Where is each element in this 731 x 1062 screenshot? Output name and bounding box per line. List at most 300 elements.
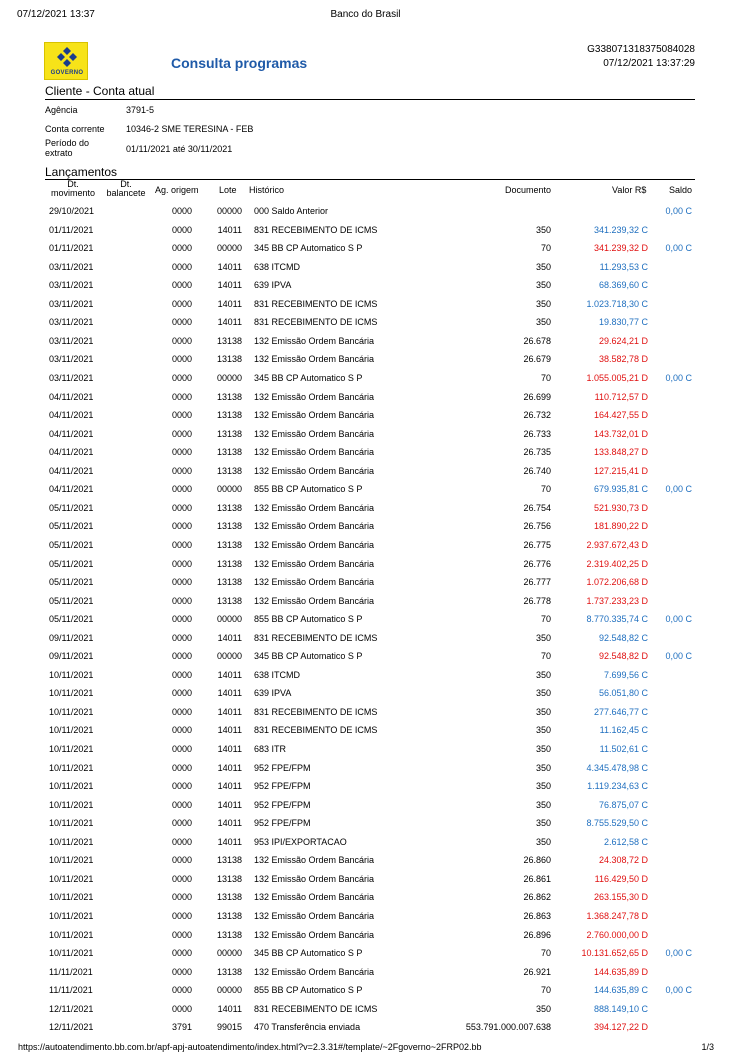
row-ag-origem: 0000 — [171, 873, 192, 884]
row-date: 10/11/2021 — [49, 910, 94, 921]
table-row — [0, 926, 731, 944]
lancamentos-section-title: Lançamentos — [45, 165, 118, 179]
row-documento: 70 — [540, 243, 551, 254]
row-ag-origem: 0000 — [171, 335, 192, 346]
document-datetime: 07/12/2021 13:37:29 — [603, 58, 695, 69]
row-documento: 70 — [540, 985, 551, 996]
row-lote: 14011 — [217, 799, 242, 810]
row-historico: 132 Emissão Ordem Bancária — [254, 966, 375, 977]
row-ag-origem: 0000 — [171, 373, 192, 383]
row-documento: 350 — [535, 224, 551, 235]
row-documento: 350 — [535, 744, 551, 754]
row-lote: 14011 — [217, 632, 242, 643]
row-ag-origem: 3791 — [171, 1022, 192, 1033]
row-historico: 132 Emissão Ordem Bancária — [254, 855, 375, 866]
row-date: 10/11/2021 — [49, 706, 94, 717]
row-valor: 181.890,22 D — [593, 521, 648, 532]
row-documento: 26.699 — [523, 391, 551, 402]
row-historico: 952 FPE/FPM — [254, 799, 311, 810]
row-date: 05/11/2021 — [49, 539, 94, 550]
row-documento: 26.776 — [523, 558, 551, 569]
row-date: 03/11/2021 — [49, 261, 94, 272]
row-documento: 26.777 — [523, 577, 551, 587]
table-row — [0, 1000, 731, 1018]
row-ag-origem: 0000 — [171, 836, 192, 847]
row-documento: 350 — [535, 706, 551, 717]
row-ag-origem: 0000 — [171, 391, 192, 402]
row-lote: 14011 — [217, 744, 242, 754]
print-datetime: 07/12/2021 13:37 — [17, 9, 95, 20]
table-row — [0, 258, 731, 276]
row-historico: 855 BB CP Automatico S P — [254, 985, 363, 996]
row-date: 03/11/2021 — [49, 354, 94, 365]
row-date: 11/11/2021 — [49, 966, 93, 977]
row-valor: 277.646,77 C — [593, 706, 648, 717]
row-ag-origem: 0000 — [171, 892, 192, 903]
table-row — [0, 777, 731, 795]
table-row — [0, 443, 731, 461]
row-date: 05/11/2021 — [49, 521, 94, 532]
row-saldo: 0,00 C — [665, 614, 692, 625]
row-documento: 350 — [535, 762, 551, 773]
row-ag-origem: 0000 — [171, 558, 192, 569]
row-documento: 70 — [540, 373, 551, 383]
table-row — [0, 851, 731, 869]
table-row — [0, 610, 731, 628]
row-lote: 13138 — [216, 354, 242, 365]
row-date: 12/11/2021 — [49, 1003, 94, 1014]
row-lote: 13138 — [216, 558, 242, 569]
row-valor: 92.548,82 D — [598, 651, 648, 662]
row-date: 10/11/2021 — [49, 836, 94, 847]
row-documento: 350 — [535, 317, 551, 328]
row-date: 04/11/2021 — [49, 484, 94, 495]
table-row — [0, 684, 731, 702]
row-ag-origem: 0000 — [171, 206, 192, 216]
row-documento: 26.861 — [523, 873, 551, 884]
row-valor: 8.770.335,74 C — [586, 614, 648, 625]
row-ag-origem: 0000 — [171, 465, 192, 476]
row-documento: 350 — [535, 669, 551, 680]
row-historico: 855 BB CP Automatico S P — [254, 614, 363, 625]
row-date: 03/11/2021 — [49, 373, 94, 383]
table-row — [0, 944, 731, 962]
table-row — [0, 480, 731, 498]
row-historico: 831 RECEBIMENTO DE ICMS — [254, 317, 378, 328]
row-date: 04/11/2021 — [49, 447, 94, 458]
row-lote: 99015 — [216, 1022, 242, 1033]
row-historico: 132 Emissão Ordem Bancária — [254, 335, 375, 346]
row-documento: 553.791.000.007.638 — [465, 1022, 551, 1033]
row-lote: 13138 — [216, 892, 242, 903]
row-documento: 350 — [535, 836, 551, 847]
table-row — [0, 703, 731, 721]
row-date: 10/11/2021 — [49, 873, 94, 884]
row-historico: 132 Emissão Ordem Bancária — [254, 391, 375, 402]
row-lote: 14011 — [217, 261, 242, 272]
table-row — [0, 629, 731, 647]
row-valor: 2.612,58 C — [603, 836, 648, 847]
row-historico: 953 IPI/EXPORTACAO — [254, 836, 347, 847]
table-row — [0, 462, 731, 480]
row-date: 05/11/2021 — [49, 577, 94, 587]
row-valor: 76.875,07 C — [598, 799, 648, 810]
row-valor: 11.293,53 C — [599, 261, 648, 272]
row-valor: 341.239,32 C — [593, 224, 648, 235]
row-documento: 26.732 — [523, 410, 551, 421]
table-row — [0, 517, 731, 535]
row-documento: 350 — [535, 280, 551, 291]
row-documento: 26.896 — [523, 929, 551, 940]
row-documento: 26.733 — [523, 428, 551, 439]
row-lote: 14011 — [217, 298, 242, 309]
row-historico: 639 IPVA — [254, 688, 292, 699]
row-lote: 13138 — [216, 428, 242, 439]
row-saldo: 0,00 C — [665, 484, 692, 495]
row-ag-origem: 0000 — [171, 1003, 192, 1014]
table-row — [0, 499, 731, 517]
row-valor: 521.930,73 D — [593, 502, 648, 513]
row-valor: 341.239,32 D — [593, 243, 648, 254]
row-documento: 26.778 — [523, 595, 551, 606]
row-valor: 92.548,82 C — [598, 632, 648, 643]
conta-value: 10346-2 SME TERESINA - FEB — [126, 124, 254, 134]
row-documento: 26.735 — [523, 447, 551, 458]
row-historico: 345 BB CP Automatico S P — [254, 948, 363, 958]
row-ag-origem: 0000 — [171, 539, 192, 550]
row-documento: 26.775 — [523, 539, 551, 550]
row-historico: 132 Emissão Ordem Bancária — [254, 447, 375, 458]
row-valor: 164.427,55 D — [593, 410, 648, 421]
row-date: 10/11/2021 — [49, 948, 94, 958]
table-row — [0, 833, 731, 851]
row-historico: 831 RECEBIMENTO DE ICMS — [254, 1003, 378, 1014]
row-lote: 13138 — [216, 929, 242, 940]
table-row — [0, 814, 731, 832]
row-historico: 132 Emissão Ordem Bancária — [254, 873, 375, 884]
row-date: 03/11/2021 — [49, 280, 94, 291]
row-ag-origem: 0000 — [171, 669, 192, 680]
row-documento: 350 — [535, 688, 551, 699]
row-date: 10/11/2021 — [49, 669, 94, 680]
table-row — [0, 592, 731, 610]
row-saldo: 0,00 C — [665, 243, 692, 254]
row-documento: 350 — [535, 632, 551, 643]
row-ag-origem: 0000 — [171, 280, 192, 291]
row-documento: 26.863 — [523, 910, 551, 921]
conta-label: Conta corrente — [45, 124, 105, 134]
row-valor: 2.760.000,00 D — [586, 929, 648, 940]
row-historico: 638 ITCMD — [254, 261, 301, 272]
row-lote: 13138 — [216, 595, 242, 606]
row-valor: 2.319.402,25 D — [586, 558, 648, 569]
table-header — [0, 180, 731, 202]
row-ag-origem: 0000 — [171, 614, 192, 625]
row-date: 03/11/2021 — [49, 335, 94, 346]
table-row — [0, 536, 731, 554]
row-lote: 13138 — [216, 410, 242, 421]
table-row — [0, 573, 731, 591]
row-historico: 345 BB CP Automatico S P — [254, 373, 363, 383]
row-historico: 000 Saldo Anterior — [254, 206, 329, 216]
table-row — [0, 888, 731, 906]
table-row — [0, 221, 731, 239]
row-ag-origem: 0000 — [171, 929, 192, 940]
row-historico: 831 RECEBIMENTO DE ICMS — [254, 298, 378, 309]
row-documento: 350 — [535, 799, 551, 810]
row-documento: 26.756 — [523, 521, 551, 532]
row-historico: 855 BB CP Automatico S P — [254, 484, 363, 495]
row-lote: 00000 — [216, 948, 242, 958]
row-ag-origem: 0000 — [171, 447, 192, 458]
table-row — [0, 721, 731, 739]
row-ag-origem: 0000 — [171, 428, 192, 439]
row-historico: 132 Emissão Ordem Bancária — [254, 595, 375, 606]
row-ag-origem: 0000 — [171, 298, 192, 309]
row-lote: 13138 — [216, 910, 242, 921]
row-saldo: 0,00 C — [665, 373, 692, 383]
row-date: 04/11/2021 — [49, 428, 94, 439]
row-valor: 11.162,45 C — [599, 725, 648, 736]
row-historico: 132 Emissão Ordem Bancária — [254, 521, 375, 532]
row-date: 10/11/2021 — [49, 818, 94, 829]
row-date: 04/11/2021 — [49, 465, 94, 476]
row-valor: 1.072.206,68 D — [586, 577, 648, 587]
row-lote: 14011 — [217, 317, 242, 328]
row-valor: 56.051,80 C — [598, 688, 648, 699]
row-valor: 133.848,27 D — [593, 447, 648, 458]
row-documento: 350 — [535, 261, 551, 272]
table-row — [0, 555, 731, 573]
document-id: G338071318375084028 — [587, 44, 695, 55]
header-dt-movimento: Dt. movimento — [50, 179, 95, 198]
row-documento: 26.740 — [523, 465, 551, 476]
page-title: Consulta programas — [171, 55, 308, 71]
row-ag-origem: 0000 — [171, 354, 192, 365]
row-ag-origem: 0000 — [171, 484, 192, 495]
row-lote: 13138 — [216, 855, 242, 866]
row-documento: 70 — [540, 614, 551, 625]
row-lote: 14011 — [217, 669, 242, 680]
row-historico: 831 RECEBIMENTO DE ICMS — [254, 632, 378, 643]
row-date: 09/11/2021 — [49, 651, 94, 662]
row-valor: 144.635,89 C — [593, 985, 648, 996]
header-saldo: Saldo — [669, 185, 693, 195]
header-ag-origem: Ag. origem — [155, 185, 199, 195]
row-valor: 2.937.672,43 D — [586, 539, 648, 550]
row-valor: 24.308,72 D — [598, 855, 648, 866]
agencia-label: Agência — [45, 105, 78, 115]
table-row — [0, 350, 731, 368]
row-documento: 70 — [540, 948, 551, 958]
row-historico: 132 Emissão Ordem Bancária — [254, 892, 375, 903]
row-historico: 132 Emissão Ordem Bancária — [254, 558, 375, 569]
row-documento: 26.860 — [523, 855, 551, 866]
row-lote: 13138 — [216, 502, 242, 513]
row-ag-origem: 0000 — [171, 595, 192, 606]
bb-mark-icon — [57, 47, 77, 67]
row-date: 04/11/2021 — [49, 391, 94, 402]
row-historico: 132 Emissão Ordem Bancária — [254, 502, 375, 513]
table-row — [0, 963, 731, 981]
row-lote: 13138 — [216, 465, 242, 476]
logo-text: GOVERNO — [50, 70, 84, 76]
table-row — [0, 388, 731, 406]
page-url: https://autoatendimento.bb.com.br/apf-apj-autoatendimento/index.html?v=2.3.31#/template/~2Fgoverno~2FRP02.bb — [18, 1042, 482, 1052]
row-ag-origem: 0000 — [171, 744, 192, 754]
row-valor: 394.127,22 D — [593, 1022, 648, 1033]
row-valor: 127.215,41 D — [593, 465, 648, 476]
row-lote: 13138 — [216, 873, 242, 884]
row-ag-origem: 0000 — [171, 651, 192, 662]
row-lote: 14011 — [217, 762, 242, 773]
row-documento: 26.862 — [523, 892, 551, 903]
row-valor: 263.155,30 D — [593, 892, 648, 903]
row-valor: 110.712,57 D — [594, 391, 648, 402]
row-ag-origem: 0000 — [171, 317, 192, 328]
row-ag-origem: 0000 — [171, 985, 192, 996]
row-ag-origem: 0000 — [171, 243, 192, 254]
row-valor: 11.502,61 C — [599, 744, 648, 754]
row-ag-origem: 0000 — [171, 502, 192, 513]
row-date: 09/11/2021 — [49, 632, 94, 643]
row-historico: 831 RECEBIMENTO DE ICMS — [254, 224, 378, 235]
row-valor: 1.737.233,23 D — [586, 595, 648, 606]
row-lote: 13138 — [216, 391, 242, 402]
row-historico: 952 FPE/FPM — [254, 818, 311, 829]
row-valor: 38.582,78 D — [598, 354, 648, 365]
table-row — [0, 870, 731, 888]
row-ag-origem: 0000 — [171, 966, 192, 977]
row-historico: 952 FPE/FPM — [254, 762, 311, 773]
table-row — [0, 647, 731, 665]
row-valor: 7.699,56 C — [603, 669, 648, 680]
table-row — [0, 332, 731, 350]
row-valor: 29.624,21 D — [598, 335, 648, 346]
row-ag-origem: 0000 — [171, 224, 192, 235]
row-valor: 68.369,60 C — [598, 280, 648, 291]
row-documento: 350 — [535, 298, 551, 309]
row-date: 01/11/2021 — [49, 224, 94, 235]
row-lote: 13138 — [216, 539, 242, 550]
row-valor: 888.149,10 C — [593, 1003, 648, 1014]
table-row — [0, 907, 731, 925]
row-valor: 1.023.718,30 C — [586, 298, 648, 309]
row-ag-origem: 0000 — [171, 577, 192, 587]
row-saldo: 0,00 C — [665, 651, 692, 662]
table-row — [0, 239, 731, 257]
row-valor: 1.119.234,63 C — [587, 781, 648, 792]
row-lote: 00000 — [216, 614, 242, 625]
row-lote: 14011 — [217, 836, 242, 847]
row-ag-origem: 0000 — [171, 706, 192, 717]
row-date: 03/11/2021 — [49, 298, 94, 309]
table-row — [0, 666, 731, 684]
row-historico: 639 IPVA — [254, 280, 292, 291]
row-documento: 350 — [535, 818, 551, 829]
table-row — [0, 759, 731, 777]
row-ag-origem: 0000 — [171, 855, 192, 866]
row-historico: 638 ITCMD — [254, 669, 301, 680]
row-date: 10/11/2021 — [49, 855, 94, 866]
row-valor: 1.368.247,78 D — [586, 910, 648, 921]
row-lote: 14011 — [217, 781, 242, 792]
row-lote: 13138 — [216, 447, 242, 458]
row-historico: 132 Emissão Ordem Bancária — [254, 929, 375, 940]
table-row — [0, 202, 731, 220]
row-valor: 10.131.652,65 D — [581, 948, 648, 958]
row-historico: 132 Emissão Ordem Bancária — [254, 910, 375, 921]
row-historico: 132 Emissão Ordem Bancária — [254, 354, 375, 365]
header-lote: Lote — [219, 185, 237, 195]
row-saldo: 0,00 C — [665, 948, 692, 958]
header-documento: Documento — [505, 185, 552, 195]
row-date: 01/11/2021 — [49, 243, 94, 254]
client-divider — [45, 99, 695, 100]
row-ag-origem: 0000 — [171, 799, 192, 810]
header-valor: Valor R$ — [612, 185, 647, 195]
row-ag-origem: 0000 — [171, 762, 192, 773]
row-historico: 132 Emissão Ordem Bancária — [254, 577, 375, 587]
row-date: 10/11/2021 — [49, 725, 94, 736]
row-date: 10/11/2021 — [49, 744, 94, 754]
row-documento: 350 — [535, 725, 551, 736]
row-date: 11/11/2021 — [49, 985, 93, 996]
row-date: 05/11/2021 — [49, 614, 94, 625]
row-lote: 00000 — [216, 243, 242, 254]
row-ag-origem: 0000 — [171, 521, 192, 532]
row-lote: 00000 — [216, 373, 242, 383]
row-historico: 683 ITR — [254, 744, 287, 754]
row-lote: 00000 — [216, 651, 242, 662]
table-row — [0, 796, 731, 814]
header-historico: Histórico — [249, 185, 285, 195]
row-lote: 14011 — [217, 280, 242, 291]
row-date: 29/10/2021 — [49, 206, 95, 216]
row-lote: 14011 — [217, 706, 242, 717]
row-ag-origem: 0000 — [171, 781, 192, 792]
row-date: 10/11/2021 — [49, 799, 94, 810]
row-historico: 345 BB CP Automatico S P — [254, 651, 363, 662]
row-historico: 345 BB CP Automatico S P — [254, 243, 363, 254]
row-ag-origem: 0000 — [171, 632, 192, 643]
row-historico: 132 Emissão Ordem Bancária — [254, 539, 375, 550]
table-row — [0, 295, 731, 313]
table-row — [0, 740, 731, 758]
row-date: 05/11/2021 — [49, 595, 94, 606]
row-date: 10/11/2021 — [49, 781, 94, 792]
row-documento: 70 — [540, 651, 551, 662]
row-historico: 831 RECEBIMENTO DE ICMS — [254, 706, 378, 717]
periodo-label: Período do extrato — [45, 138, 90, 158]
row-valor: 143.732,01 D — [593, 428, 648, 439]
row-date: 10/11/2021 — [49, 688, 94, 699]
row-lote: 14011 — [217, 725, 242, 736]
header-dt-balancete: Dt. balancete — [106, 179, 146, 198]
row-date: 10/11/2021 — [49, 762, 94, 773]
row-lote: 14011 — [217, 688, 242, 699]
row-historico: 132 Emissão Ordem Bancária — [254, 410, 375, 421]
document-code — [587, 43, 695, 71]
row-lote: 00000 — [216, 985, 242, 996]
table-row — [0, 1018, 731, 1036]
row-lote: 14011 — [217, 224, 242, 235]
table-row — [0, 313, 731, 331]
row-documento: 26.679 — [523, 354, 551, 365]
row-ag-origem: 0000 — [171, 818, 192, 829]
row-historico: 952 FPE/FPM — [254, 781, 311, 792]
row-lote: 13138 — [216, 335, 242, 346]
